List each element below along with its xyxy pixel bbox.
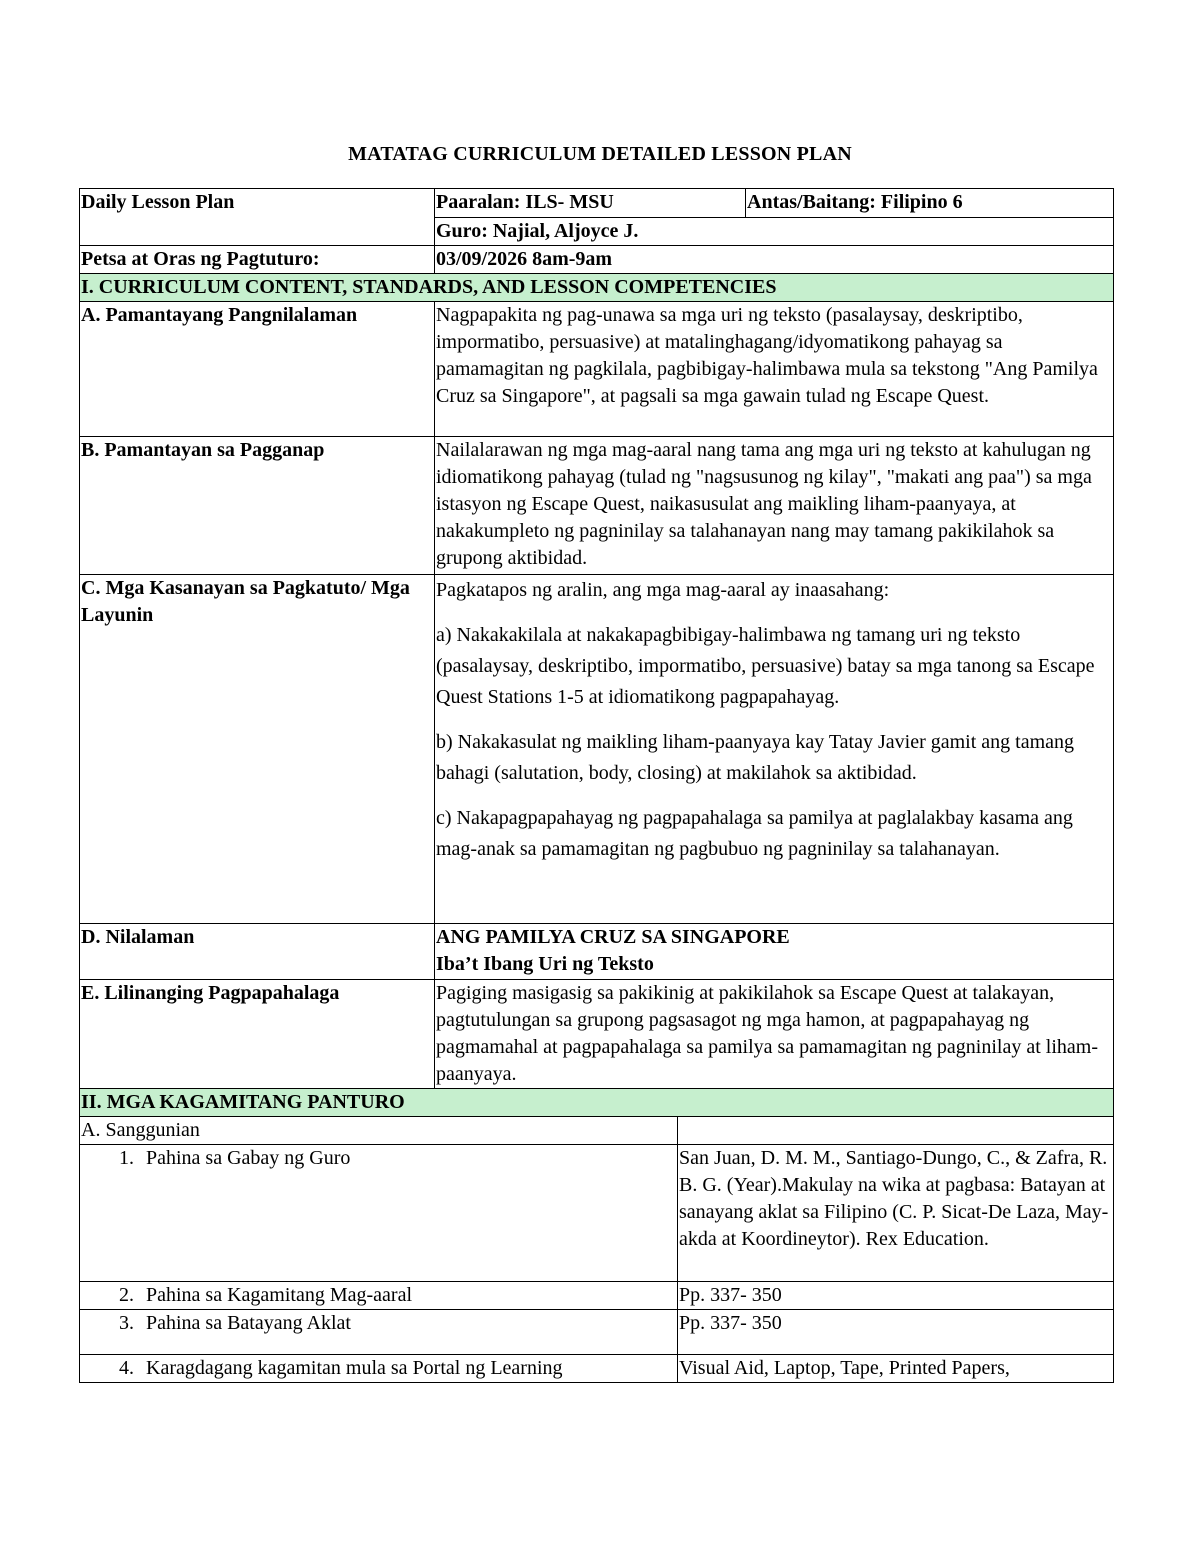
gabay-ng-guro-label-cell <box>80 1145 678 1282</box>
gabay-ng-guro-value: San Juan, D. M. M., Santiago-Dungo, C., & Zafra, R. B. G. (Year).Makulay na wika at pagbasa: Batayan at sanayang aklat sa Filipino (C. P. Sicat-De Laza, May-akda at Koordineytor). Rex Education. <box>678 1145 1114 1282</box>
row-karagdagang-kagamitan <box>80 1355 1114 1383</box>
layunin-b: b) Nakakasulat ng maikling liham-paanyaya kay Tatay Javier gamit ang tamang bahagi (salutation, body, closing) at makilahok sa aktibidad. <box>436 731 1075 784</box>
section-1-heading: I. CURRICULUM CONTENT, STANDARDS, AND LESSON COMPETENCIES <box>80 274 1114 302</box>
layunin-intro: Pagkatapos ng aralin, ang mga mag-aaral ay inaasahang: <box>436 579 890 601</box>
document-title: MATATAG CURRICULUM DETAILED LESSON PLAN <box>348 143 852 165</box>
batayang-aklat-label-cell <box>80 1310 678 1355</box>
layunin-c: c) Nakapagpapahayag ng pagpapahalaga sa pamilya at paglalakbay kasama ang mag-anak sa pamamagitan ng pagbubuo ng pagninilay sa talahanayan. <box>436 807 1073 860</box>
row-kagamitang-mag-aaral <box>80 1282 1114 1310</box>
petsa-value: 03/09/2026 8am-9am <box>435 246 1114 274</box>
row-sanggunian <box>80 1117 1114 1145</box>
item-label: Pahina sa Batayang Aklat <box>146 1312 351 1334</box>
mga-layunin-content <box>435 575 1114 924</box>
pamantayang-pangnilalaman-label: A. Pamantayang Pangnilalaman <box>80 302 435 437</box>
karagdagang-kagamitan-value: Visual Aid, Laptop, Tape, Printed Papers, <box>678 1355 1114 1383</box>
layunin-a: a) Nakakakilala at nakakapagbibigay-halimbawa ng tamang uri ng teksto (pasalaysay, deskriptibo, impormatibo, persuasive) batay sa mga tanong sa Escape Quest Stations 1-5 at idiomatikong pagpapahayag. <box>436 624 1095 708</box>
nilalaman-label: D. Nilalaman <box>80 924 435 980</box>
item-number: 4. <box>119 1357 134 1379</box>
lesson-plan-table <box>79 188 1114 1383</box>
mga-layunin-label: C. Mga Kasanayan sa Pagkatuto/ Mga Layunin <box>80 575 435 924</box>
nilalaman-content <box>435 924 1114 980</box>
karagdagang-kagamitan-label-cell <box>80 1355 678 1383</box>
section-1-heading-row <box>80 274 1114 302</box>
paaralan-cell: Paaralan: ILS- MSU <box>435 189 746 218</box>
sanggunian-label: A. Sanggunian <box>80 1117 678 1145</box>
item-label: Pahina sa Gabay ng Guro <box>146 1147 351 1169</box>
petsa-label: Petsa at Oras ng Pagtuturo: <box>80 246 435 274</box>
kagamitang-mag-aaral-value: Pp. 337- 350 <box>678 1282 1114 1310</box>
daily-lesson-plan-label: Daily Lesson Plan <box>80 189 435 246</box>
header-row-1 <box>80 189 1114 218</box>
pagpapahalaga-label: E. Lilinanging Pagpapahalaga <box>80 980 435 1089</box>
sanggunian-empty <box>678 1117 1114 1145</box>
item-label: Karagdagang kagamitan mula sa Portal ng Learning <box>146 1357 563 1379</box>
guro-cell: Guro: Najial, Aljoyce J. <box>435 218 1114 246</box>
pamantayan-sa-pagganap-label: B. Pamantayan sa Pagganap <box>80 437 435 575</box>
kagamitang-mag-aaral-label-cell <box>80 1282 678 1310</box>
item-number: 3. <box>119 1312 134 1334</box>
batayang-aklat-value: Pp. 337- 350 <box>678 1310 1114 1355</box>
section-2-heading-row <box>80 1089 1114 1117</box>
pamantayang-pangnilalaman-text: Nagpapakita ng pag-unawa sa mga uri ng teksto (pasalaysay, deskriptibo, impormatibo, persuasive) at matalinghagang/idyomatikong pahayag sa pamamagitan ng pagkilala, pagbibigay-halimbawa mula sa tekstong "Ang Pamilya Cruz sa Singapore", at pagsali sa mga gawain tulad ng Escape Quest. <box>435 302 1114 437</box>
nilalaman-title: ANG PAMILYA CRUZ SA SINGAPORE <box>436 926 790 948</box>
row-batayang-aklat <box>80 1310 1114 1355</box>
section-2-heading: II. MGA KAGAMITANG PANTURO <box>80 1089 1114 1117</box>
row-nilalaman <box>80 924 1114 980</box>
pamantayan-sa-pagganap-text: Nailalarawan ng mga mag-aaral nang tama ang mga uri ng teksto at kahulugan ng idiomatikong pahayag (tulad ng "nagsusunog ng kilay", "makati ang paa") sa mga istasyon ng Escape Quest, naikasusulat ang maikling liham-paanyaya, at nakakumpleto ng pagninilay sa talahanayan nang may tamang pakikilahok sa grupong aktibidad. <box>435 437 1114 575</box>
item-label: Pahina sa Kagamitang Mag-aaral <box>146 1284 413 1306</box>
row-pagpapahalaga <box>80 980 1114 1089</box>
row-gabay-ng-guro <box>80 1145 1114 1282</box>
item-number: 1. <box>119 1147 134 1169</box>
row-pamantayang-pangnilalaman <box>80 302 1114 437</box>
antas-cell: Antas/Baitang: Filipino 6 <box>746 189 1114 218</box>
pagpapahalaga-text: Pagiging masigasig sa pakikinig at pakikilahok sa Escape Quest at talakayan, pagtutulungan sa grupong pagsasagot ng mga hamon, at pagpapahayag ng pagmamahal at pagpapahalaga sa pamilya sa pamamagitan ng pagninilay at liham-paanyaya. <box>435 980 1114 1089</box>
row-pamantayan-sa-pagganap <box>80 437 1114 575</box>
item-number: 2. <box>119 1284 134 1306</box>
nilalaman-subtitle: Iba’t Ibang Uri ng Teksto <box>436 953 654 975</box>
row-mga-layunin <box>80 575 1114 924</box>
header-row-3 <box>80 246 1114 274</box>
